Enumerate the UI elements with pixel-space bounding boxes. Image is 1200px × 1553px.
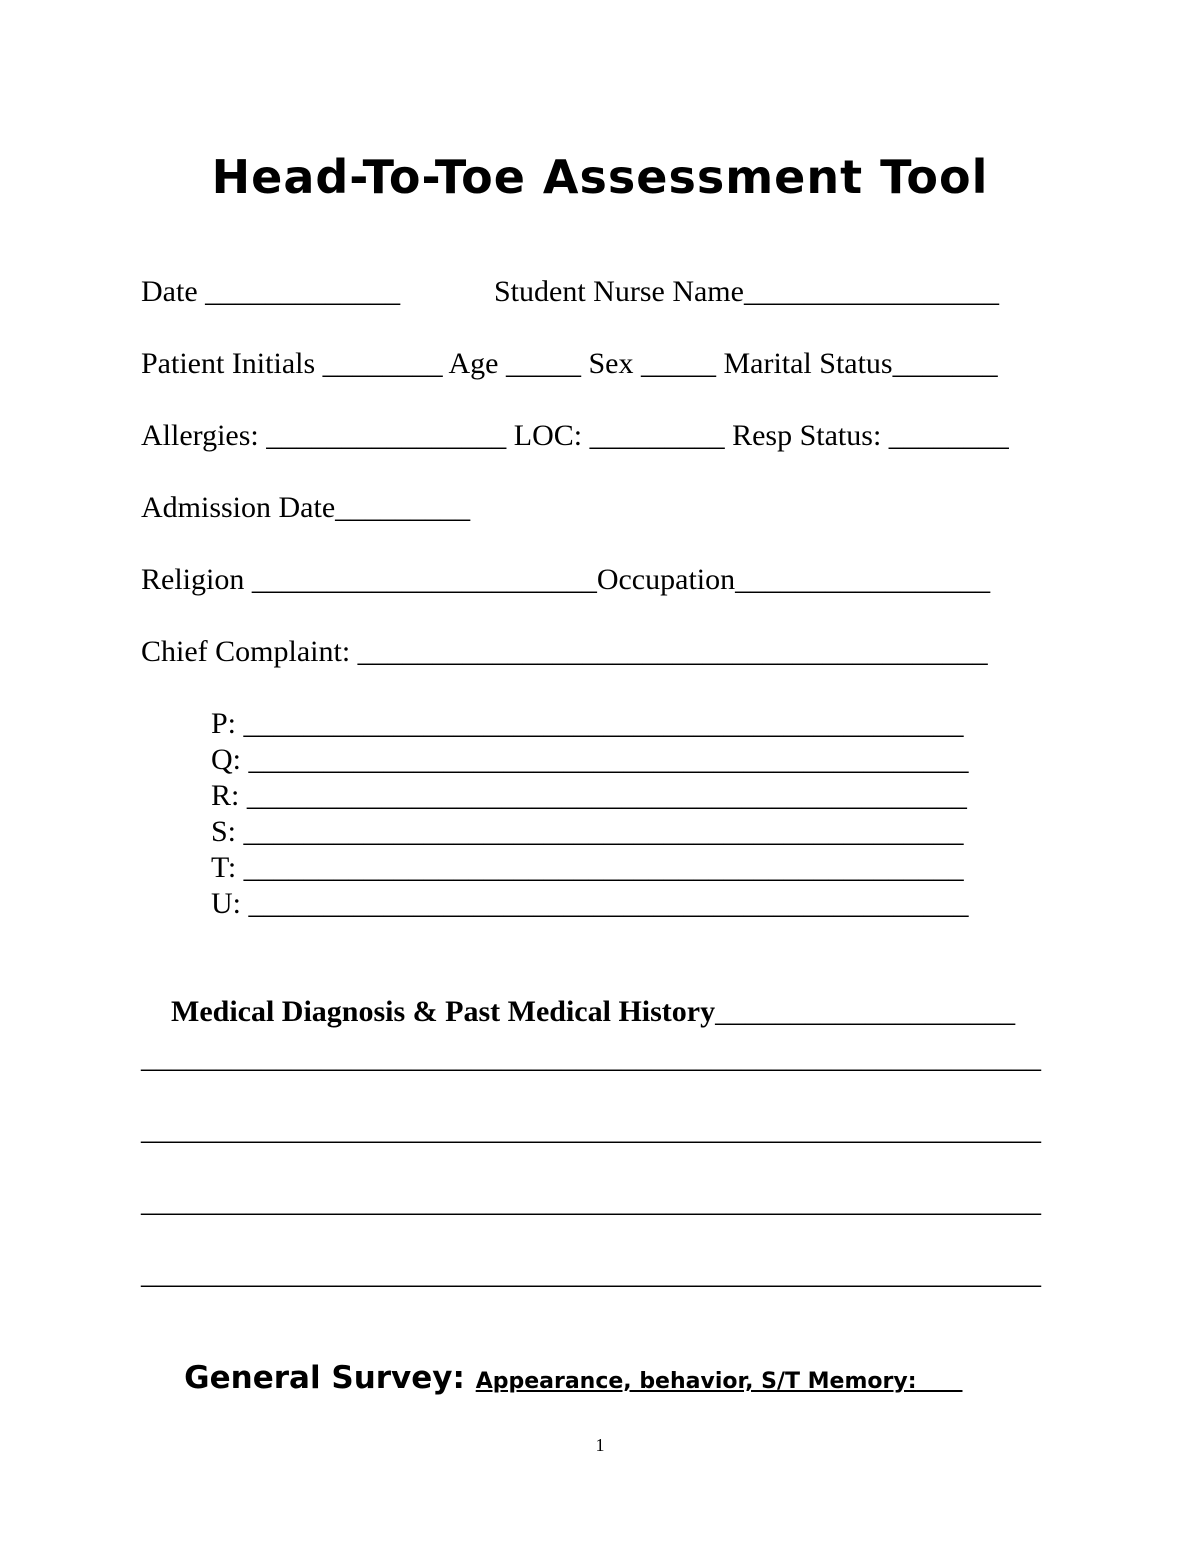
- medical-history-blank[interactable]: ____________________: [715, 995, 1016, 1028]
- pqrstu-s-field[interactable]: S: ________________________________________________: [211, 815, 964, 848]
- history-blank-line[interactable]: ____________________________________________________________: [141, 1113, 1041, 1146]
- pqrstu-r-field[interactable]: R: ________________________________________________: [211, 779, 967, 812]
- allergies-row[interactable]: Allergies: ________________ LOC: _________ Resp Status: ________: [141, 419, 1009, 452]
- pqrstu-t-field[interactable]: T: ________________________________________________: [211, 851, 964, 884]
- document-title: Head-To-Toe Assessment Tool: [211, 150, 989, 204]
- history-blank-line[interactable]: ____________________________________________________________: [141, 1041, 1041, 1074]
- history-blank-line[interactable]: ____________________________________________________________: [141, 1257, 1041, 1290]
- date-field[interactable]: Date _____________: [141, 275, 401, 308]
- history-blank-line[interactable]: ____________________________________________________________: [141, 1185, 1041, 1218]
- admission-date-field[interactable]: Admission Date_________: [141, 491, 471, 524]
- pqrstu-u-field[interactable]: U: ________________________________________________: [211, 887, 969, 920]
- religion-occupation-row[interactable]: Religion _______________________Occupation_________________: [141, 563, 991, 596]
- pqrstu-q-field[interactable]: Q: ________________________________________________: [211, 743, 969, 776]
- patient-info-row[interactable]: Patient Initials ________ Age _____ Sex _____ Marital Status_______: [141, 347, 998, 380]
- general-survey-label: General Survey:: [184, 1360, 465, 1396]
- medical-history-label: Medical Diagnosis & Past Medical History: [171, 995, 716, 1028]
- page-number: 1: [595, 1435, 605, 1455]
- chief-complaint-field[interactable]: Chief Complaint: __________________________________________: [141, 635, 988, 668]
- pqrstu-p-field[interactable]: P: ________________________________________________: [211, 707, 964, 740]
- general-survey-row: [141, 1324, 962, 1432]
- student-nurse-name-field[interactable]: Student Nurse Name_________________: [494, 275, 999, 308]
- general-survey-blank[interactable]: [917, 1369, 963, 1394]
- general-survey-subtitle: Appearance, behavior, S/T Memory:: [475, 1369, 917, 1394]
